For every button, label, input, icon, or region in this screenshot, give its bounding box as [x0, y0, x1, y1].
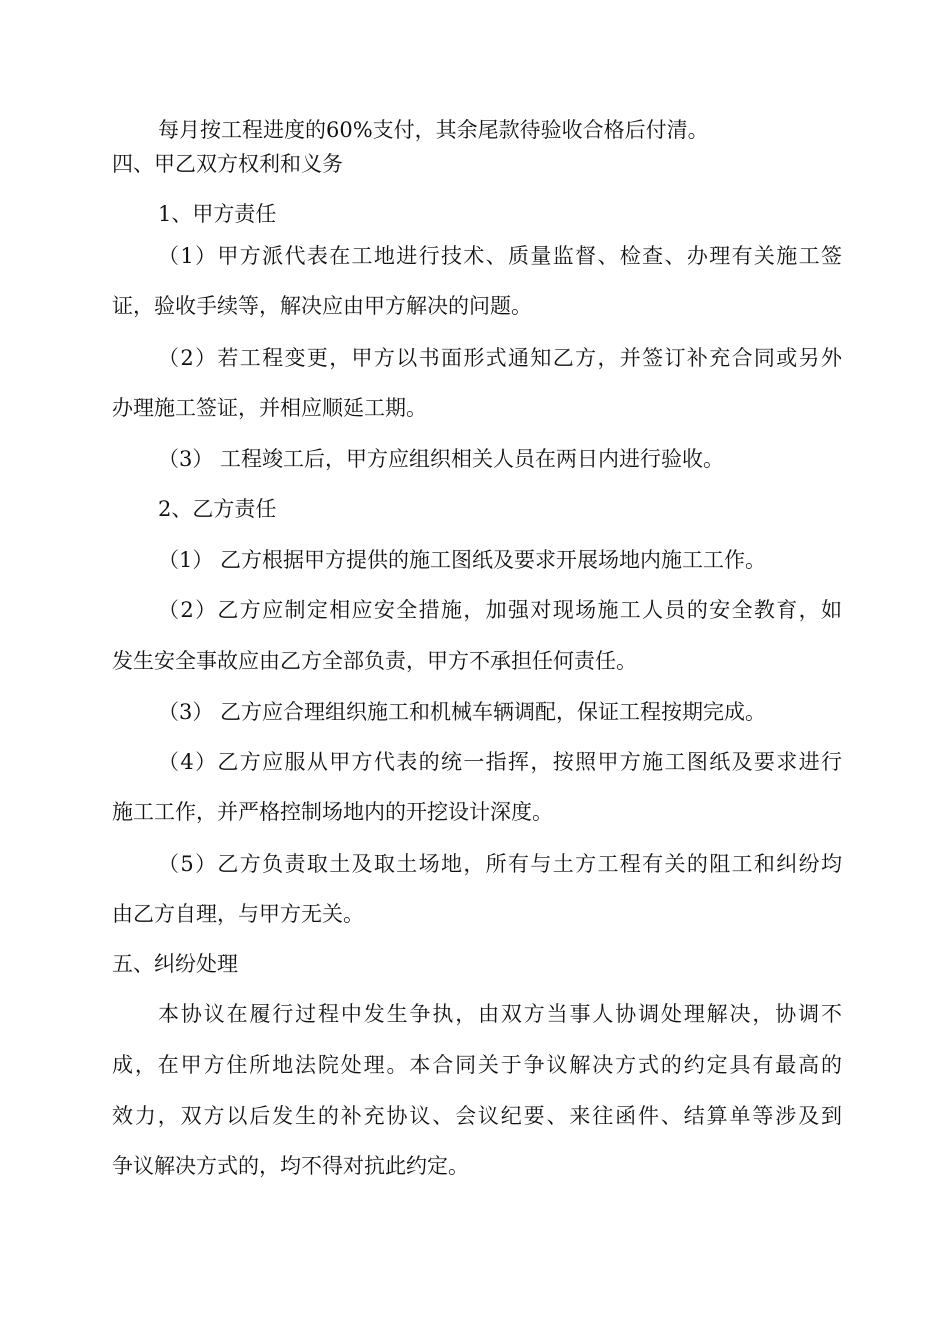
party-b-item-3: （3） 乙方应合理组织施工和机械车辆调配，保证工程按期完成。 — [158, 700, 767, 724]
payment-terms-line: 每月按工程进度的60%支付，其余尾款待验收合格后付清。 — [158, 118, 709, 142]
subheading-party-a-responsibilities: 1、甲方责任 — [158, 202, 277, 226]
party-a-item-2-line-2: 办理施工签证，并相应顺延工期。 — [112, 396, 427, 420]
party-a-item-1-line-1: （1）甲方派代表在工地进行技术、质量监督、检查、办理有关施工签 — [158, 244, 842, 268]
party-a-item-2-line-1: （2）若工程变更，甲方以书面形式通知乙方，并签订补充合同或另外 — [158, 346, 842, 370]
dispute-paragraph-line-3: 效力，双方以后发生的补充协议、会议纪要、来往函件、结算单等涉及到 — [112, 1104, 842, 1128]
dispute-paragraph-line-2: 成，在甲方住所地法院处理。本合同关于争议解决方式的约定具有最高的 — [112, 1053, 842, 1077]
party-b-item-2-line-1: （2）乙方应制定相应安全措施，加强对现场施工人员的安全教育，如 — [158, 598, 842, 622]
party-b-item-5-line-2: 由乙方自理，与甲方无关。 — [112, 902, 364, 926]
subheading-party-b-responsibilities: 2、乙方责任 — [158, 497, 277, 521]
dispute-paragraph-line-4: 争议解决方式的，均不得对抗此约定。 — [112, 1154, 469, 1178]
dispute-paragraph-line-1: 本协议在履行过程中发生争执，由双方当事人协调处理解决，协调不 — [158, 1002, 842, 1026]
party-a-item-1-line-2: 证，验收手续等，解决应由甲方解决的问题。 — [112, 294, 532, 318]
party-a-item-3: （3） 工程竣工后，甲方应组织相关人员在两日内进行验收。 — [158, 447, 725, 471]
section-heading-rights-obligations: 四、甲乙双方权利和义务 — [112, 152, 343, 176]
party-b-item-5-line-1: （5）乙方负责取土及取土场地，所有与土方工程有关的阻工和纠纷均 — [158, 852, 842, 876]
section-heading-dispute-resolution: 五、纠纷处理 — [112, 952, 238, 976]
party-b-item-4-line-1: （4）乙方应服从甲方代表的统一指挥，按照甲方施工图纸及要求进行 — [158, 750, 842, 774]
party-b-item-4-line-2: 施工工作，并严格控制场地内的开挖设计深度。 — [112, 800, 553, 824]
party-b-item-1: （1） 乙方根据甲方提供的施工图纸及要求开展场地内施工工作。 — [158, 548, 767, 572]
party-b-item-2-line-2: 发生安全事故应由乙方全部负责，甲方不承担任何责任。 — [112, 649, 637, 673]
